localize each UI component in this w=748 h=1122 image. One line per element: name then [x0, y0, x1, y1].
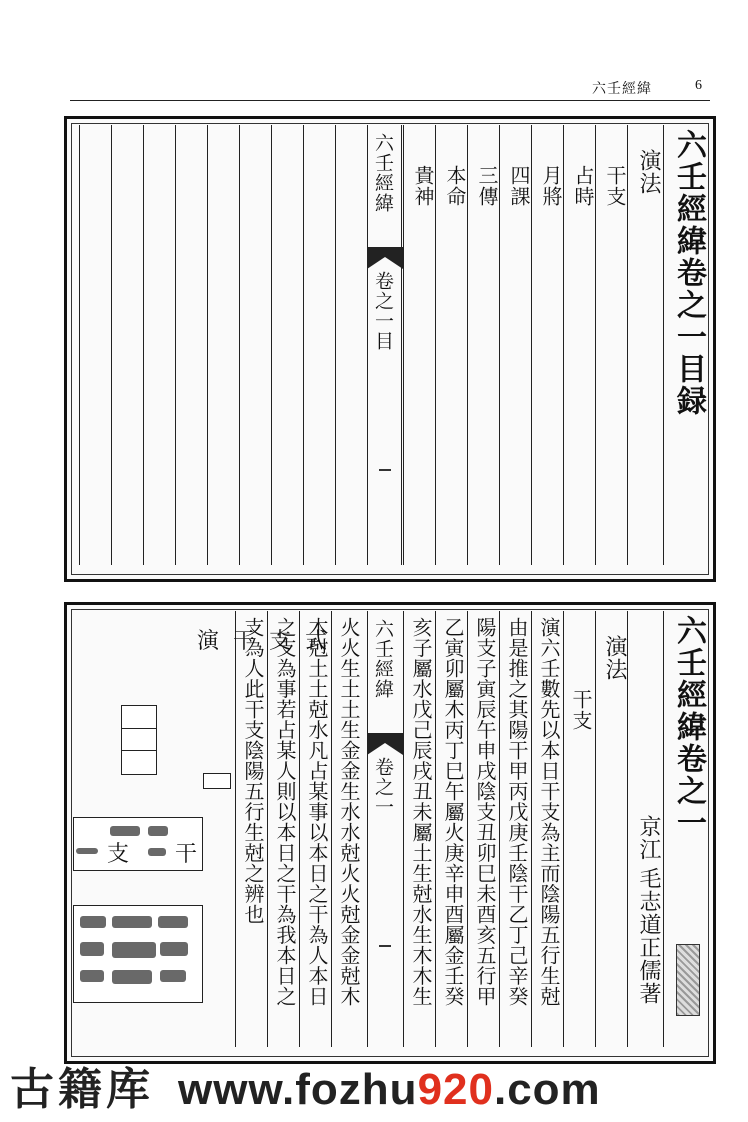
column-rule	[627, 125, 628, 565]
lower-grid	[73, 905, 203, 1003]
diagram-cell-line	[122, 728, 156, 729]
column-rule	[331, 611, 332, 1047]
column-rule	[267, 611, 268, 1047]
author-name: 毛志道正儒著	[636, 867, 661, 1005]
text-column: 乙寅卯屬木丙丁巳午屬火庚辛申酉屬金壬癸	[441, 617, 465, 1007]
running-header-title: 六壬經緯	[592, 81, 652, 97]
ink-smudge	[76, 848, 98, 854]
fold-title: 六壬經緯	[372, 619, 394, 699]
watermark-brand: 古籍库	[10, 1065, 154, 1114]
fold-line	[401, 125, 402, 565]
column-rule	[467, 125, 468, 565]
column-rule	[175, 125, 176, 565]
fold-line	[403, 611, 404, 1047]
watermark-url-number: 920	[417, 1065, 494, 1114]
fold-mark	[379, 945, 391, 947]
fold-line	[367, 125, 368, 565]
text-column: 火火生土土生金金生水水尅火火尅金金尅木	[337, 617, 361, 1007]
column-rule	[79, 125, 80, 565]
diagram-cell-line	[122, 750, 156, 751]
column-rule	[663, 611, 664, 1047]
column-rule	[299, 611, 300, 1047]
column-rule	[563, 611, 564, 1047]
ink-smudge	[148, 826, 168, 836]
column-rule	[531, 611, 532, 1047]
page-number: 6	[695, 78, 702, 93]
column-rule	[531, 125, 532, 565]
ink-smudge	[112, 916, 152, 928]
text-column: 亥子屬水戊己辰戌丑未屬土生尅水生木木生	[409, 617, 433, 1007]
column-rule	[627, 611, 628, 1047]
zhi-label: 支	[107, 842, 130, 867]
ink-smudge	[110, 826, 140, 836]
column-rule	[239, 125, 240, 565]
text-column: 陽支子寅辰午申戌陰支丑卯巳未酉亥五行甲	[473, 617, 497, 1007]
contents-item: 干支	[603, 165, 627, 207]
column-rule	[595, 611, 596, 1047]
contents-item: 三傳	[475, 165, 499, 207]
subsection-heading: 干支	[569, 689, 593, 731]
text-column: 木尅土土尅水凡占某事以本日之干為人本日	[305, 617, 329, 1007]
contents-item: 本命	[443, 165, 467, 207]
diagram-box	[121, 705, 157, 775]
bottom-folio	[64, 602, 716, 1064]
gan-label: 干	[175, 842, 198, 867]
column-rule	[435, 611, 436, 1047]
text-column: 由是推之其陽干甲丙戊庚壬陰干乙丁己辛癸	[505, 617, 529, 1007]
fold-volume: 卷之一	[372, 757, 394, 817]
text-column: 支為人此干支陰陽五行生尅之辨也	[241, 617, 265, 925]
ink-smudge	[112, 970, 152, 984]
column-rule	[499, 125, 500, 565]
column-rule	[335, 125, 336, 565]
fold-title: 六壬經緯	[372, 133, 394, 213]
fold-mark	[379, 469, 391, 471]
watermark-url-suffix: .com	[493, 1065, 601, 1114]
contents-title: 六壬經緯卷之一目録	[671, 129, 706, 417]
column-rule	[403, 125, 404, 565]
ink-smudge	[160, 970, 186, 982]
top-folio	[64, 116, 716, 582]
watermark-url-prefix: www.fozhu	[178, 1065, 418, 1114]
column-rule	[467, 611, 468, 1047]
column-rule	[143, 125, 144, 565]
fold-volume: 卷之一目	[372, 271, 394, 351]
author-place: 京江	[636, 815, 661, 861]
ink-smudge	[80, 916, 106, 928]
column-rule	[111, 125, 112, 565]
column-rule	[663, 125, 664, 565]
ink-smudge	[112, 942, 156, 958]
column-rule	[563, 125, 564, 565]
column-rule	[235, 611, 236, 1047]
contents-item: 占時	[571, 165, 595, 207]
contents-item: 四課	[507, 165, 531, 207]
site-watermark	[0, 1058, 748, 1122]
ink-smudge	[148, 848, 166, 856]
ink-smudge	[160, 942, 188, 956]
contents-item: 貴神	[411, 165, 435, 207]
column-rule	[595, 125, 596, 565]
text-column: 演六壬數先以本日干支為主而陰陽五行生尅	[537, 617, 561, 1007]
column-rule	[499, 611, 500, 1047]
section-heading: 演法	[602, 635, 627, 681]
section-heading: 演法	[636, 149, 661, 195]
fishtail-mark	[365, 733, 405, 755]
fold-line	[367, 611, 368, 1047]
diagram-title: 演干支式	[197, 629, 342, 654]
ink-smudge	[80, 970, 104, 982]
diagram-marker	[203, 773, 231, 789]
column-rule	[207, 125, 208, 565]
chapter-title: 六壬經緯卷之一	[671, 615, 706, 839]
ink-smudge	[158, 916, 188, 928]
watermark-url[interactable]	[178, 1058, 601, 1122]
column-rule	[435, 125, 436, 565]
column-rule	[303, 125, 304, 565]
library-seal-stamp	[676, 944, 700, 1016]
text-column: 之支為事若占某人則以本日之干為我本日之	[273, 617, 297, 1007]
running-header	[70, 76, 710, 101]
contents-item: 月將	[539, 165, 563, 207]
fishtail-mark	[365, 247, 405, 269]
column-rule	[271, 125, 272, 565]
ink-smudge	[80, 942, 104, 956]
